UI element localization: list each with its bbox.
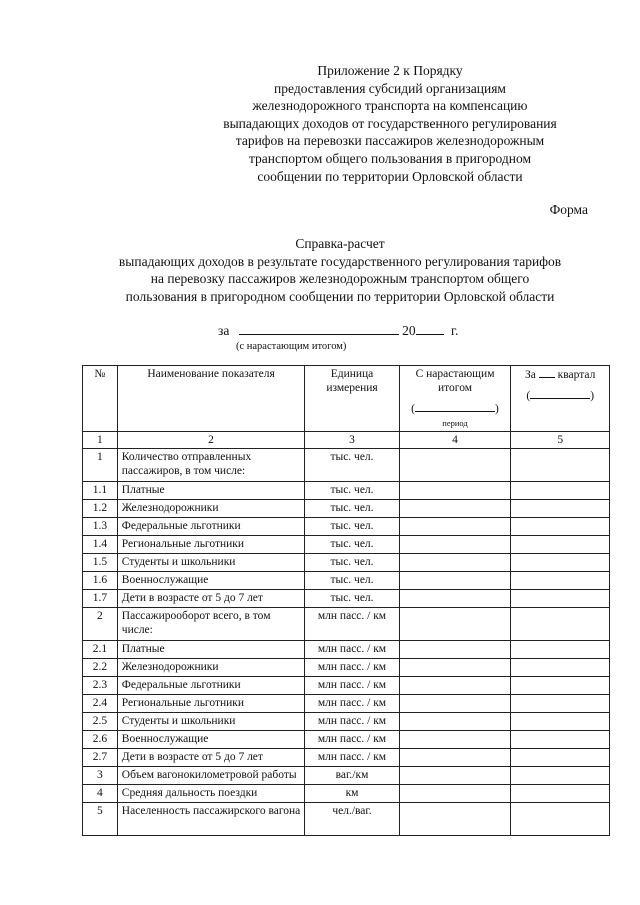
index-row (83, 432, 610, 449)
annex-heading (210, 62, 570, 185)
header-row (83, 366, 610, 432)
year-prefix: 20 (402, 323, 416, 338)
row-cumulative-cell[interactable] (399, 677, 511, 695)
row-number-cell: 1.5 (83, 554, 118, 572)
period-note: (с нарастающим итогом) (236, 341, 347, 352)
row-quarter-cell[interactable] (511, 590, 610, 608)
row-cumulative-cell[interactable] (399, 449, 511, 482)
period-prefix: за (218, 323, 230, 338)
row-name-cell: Платные (117, 641, 305, 659)
row-quarter-cell[interactable] (511, 449, 610, 482)
row-number-cell: 1.3 (83, 518, 118, 536)
annex-line: тарифов на перевозки пассажиров железнодорожным (235, 133, 545, 149)
header-num: № (83, 366, 118, 432)
row-number-cell: 2.7 (83, 749, 118, 767)
row-cumulative-cell[interactable] (399, 482, 511, 500)
table-row (83, 518, 610, 536)
table-row (83, 803, 610, 836)
table-row (83, 536, 610, 554)
row-unit-cell: тыс. чел. (305, 536, 399, 554)
year-blank[interactable] (416, 322, 444, 335)
row-number-cell: 5 (83, 803, 118, 836)
index-cell: 5 (511, 432, 610, 449)
table-body (83, 449, 610, 836)
table-row (83, 713, 610, 731)
row-cumulative-cell[interactable] (399, 500, 511, 518)
row-quarter-cell[interactable] (511, 536, 610, 554)
table-row (83, 590, 610, 608)
row-cumulative-cell[interactable] (399, 608, 511, 641)
row-name-cell: Средняя дальность поездки (117, 785, 305, 803)
quarter-number-blank[interactable] (539, 367, 555, 378)
row-cumulative-cell[interactable] (399, 554, 511, 572)
header-name: Наименование показателя (117, 366, 305, 432)
cumulative-period-field[interactable]: ( ) (411, 403, 499, 415)
row-cumulative-cell[interactable] (399, 749, 511, 767)
row-number-cell: 2.4 (83, 695, 118, 713)
row-cumulative-cell[interactable] (399, 590, 511, 608)
table-row (83, 449, 610, 482)
row-cumulative-cell[interactable] (399, 713, 511, 731)
row-cumulative-cell[interactable] (399, 785, 511, 803)
table-row (83, 608, 610, 641)
row-number-cell: 1.1 (83, 482, 118, 500)
row-unit-cell: млн пасс. / км (305, 713, 399, 731)
year-suffix: г. (450, 323, 459, 338)
row-quarter-cell[interactable] (511, 677, 610, 695)
quarter-prefix: За (525, 369, 536, 381)
row-name-cell: Региональные льготники (117, 695, 305, 713)
annex-line: железнодорожного транспорта на компенсацию (252, 98, 528, 114)
table-row (83, 695, 610, 713)
index-cell: 1 (83, 432, 118, 449)
index-cell: 3 (305, 432, 399, 449)
row-cumulative-cell[interactable] (399, 731, 511, 749)
title-line: на перевозку пассажиров железнодорожным транспортом общего (150, 271, 530, 287)
row-quarter-cell[interactable] (511, 803, 610, 836)
row-unit-cell: млн пасс. / км (305, 731, 399, 749)
row-name-cell: Студенты и школьники (117, 554, 305, 572)
header-cumulative-sub: период (442, 418, 468, 428)
annex-line: транспортом общего пользования в пригородном (248, 150, 532, 166)
row-name-cell: Региональные льготники (117, 536, 305, 554)
row-unit-cell: км (305, 785, 399, 803)
period-blank[interactable] (239, 322, 399, 335)
row-name-cell: Студенты и школьники (117, 713, 305, 731)
row-cumulative-cell[interactable] (399, 641, 511, 659)
row-name-cell: Железнодорожники (117, 659, 305, 677)
row-quarter-cell[interactable] (511, 731, 610, 749)
title-line: пользования в пригородном сообщении по территории Орловской области (125, 288, 555, 304)
table-row (83, 500, 610, 518)
table-row (83, 677, 610, 695)
row-quarter-cell[interactable] (511, 482, 610, 500)
row-number-cell: 2.3 (83, 677, 118, 695)
row-name-cell: Платные (117, 482, 305, 500)
row-quarter-cell[interactable] (511, 641, 610, 659)
row-number-cell: 2.1 (83, 641, 118, 659)
row-number-cell: 3 (83, 767, 118, 785)
row-quarter-cell[interactable] (511, 554, 610, 572)
row-unit-cell: млн пасс. / км (305, 659, 399, 677)
row-cumulative-cell[interactable] (399, 803, 511, 836)
row-number-cell: 1.7 (83, 590, 118, 608)
row-unit-cell: млн пасс. / км (305, 677, 399, 695)
table-row (83, 659, 610, 677)
row-name-cell: Федеральные льготники (117, 677, 305, 695)
row-cumulative-cell[interactable] (399, 695, 511, 713)
row-quarter-cell[interactable] (511, 749, 610, 767)
row-cumulative-cell[interactable] (399, 536, 511, 554)
row-unit-cell: тыс. чел. (305, 518, 399, 536)
row-quarter-cell[interactable] (511, 572, 610, 590)
row-quarter-cell[interactable] (511, 695, 610, 713)
table-row (83, 572, 610, 590)
annex-line: предоставления субсидий организациям (274, 80, 506, 96)
row-number-cell: 1 (83, 449, 118, 482)
table-row (83, 731, 610, 749)
row-cumulative-cell[interactable] (399, 518, 511, 536)
row-unit-cell: тыс. чел. (305, 590, 399, 608)
row-name-cell: Военнослужащие (117, 731, 305, 749)
row-quarter-cell[interactable] (511, 767, 610, 785)
row-number-cell: 2.6 (83, 731, 118, 749)
row-number-cell: 2.2 (83, 659, 118, 677)
title-line: выпадающих доходов в результате государственного регулирования тарифов (118, 253, 562, 269)
form-label: Форма (549, 202, 588, 217)
annex-line: Приложение 2 к Порядку (317, 63, 463, 78)
row-cumulative-cell[interactable] (399, 767, 511, 785)
title-line: Справка-расчет (295, 236, 385, 251)
annex-line: выпадающих доходов от государственного регулирования (223, 115, 557, 131)
row-name-cell: Пассажирооборот всего, в том числе: (117, 608, 305, 641)
row-name-cell: Дети в возрасте от 5 до 7 лет (117, 749, 305, 767)
row-unit-cell: млн пасс. / км (305, 641, 399, 659)
row-quarter-cell[interactable] (511, 659, 610, 677)
row-quarter-cell[interactable] (511, 608, 610, 641)
row-unit-cell: млн пасс. / км (305, 695, 399, 713)
header-cumulative-label: С нарастающим итогом (415, 368, 495, 394)
row-quarter-cell[interactable] (511, 518, 610, 536)
row-unit-cell: млн пасс. / км (305, 749, 399, 767)
table-row (83, 749, 610, 767)
row-number-cell: 1.4 (83, 536, 118, 554)
row-unit-cell: тыс. чел. (305, 482, 399, 500)
header-cumulative (399, 366, 511, 432)
row-quarter-cell[interactable] (511, 500, 610, 518)
table-row (83, 767, 610, 785)
row-name-cell: Объем вагонокилометровой работы (117, 767, 305, 785)
row-name-cell: Количество отправленных пассажиров, в том числе: (117, 449, 305, 482)
period-line (218, 322, 458, 339)
row-number-cell: 2.5 (83, 713, 118, 731)
row-cumulative-cell[interactable] (399, 659, 511, 677)
quarter-suffix: квартал (557, 369, 596, 381)
row-unit-cell: тыс. чел. (305, 554, 399, 572)
row-name-cell: Федеральные льготники (117, 518, 305, 536)
row-unit-cell: тыс. чел. (305, 449, 399, 482)
row-quarter-cell[interactable] (511, 713, 610, 731)
row-name-cell: Железнодорожники (117, 500, 305, 518)
calculation-table (82, 365, 610, 836)
row-name-cell: Дети в возрасте от 5 до 7 лет (117, 590, 305, 608)
header-unit: Единица измерения (305, 366, 399, 432)
row-quarter-cell[interactable] (511, 785, 610, 803)
row-number-cell: 4 (83, 785, 118, 803)
row-cumulative-cell[interactable] (399, 572, 511, 590)
header-quarter (511, 366, 610, 432)
index-cell: 4 (399, 432, 511, 449)
row-unit-cell: чел./ваг. (305, 803, 399, 836)
table-row (83, 641, 610, 659)
row-unit-cell: млн пасс. / км (305, 608, 399, 641)
table-row (83, 554, 610, 572)
row-number-cell: 2 (83, 608, 118, 641)
table-row (83, 482, 610, 500)
row-name-cell: Военнослужащие (117, 572, 305, 590)
row-unit-cell: тыс. чел. (305, 572, 399, 590)
row-unit-cell: ваг./км (305, 767, 399, 785)
row-number-cell: 1.2 (83, 500, 118, 518)
table-row (83, 785, 610, 803)
annex-line: сообщении по территории Орловской области (257, 168, 523, 184)
row-unit-cell: тыс. чел. (305, 500, 399, 518)
quarter-period-field[interactable]: ( ) (526, 390, 595, 402)
row-number-cell: 1.6 (83, 572, 118, 590)
index-cell: 2 (117, 432, 305, 449)
row-name-cell: Населенность пассажирского вагона (117, 803, 305, 836)
document-title (70, 235, 610, 305)
